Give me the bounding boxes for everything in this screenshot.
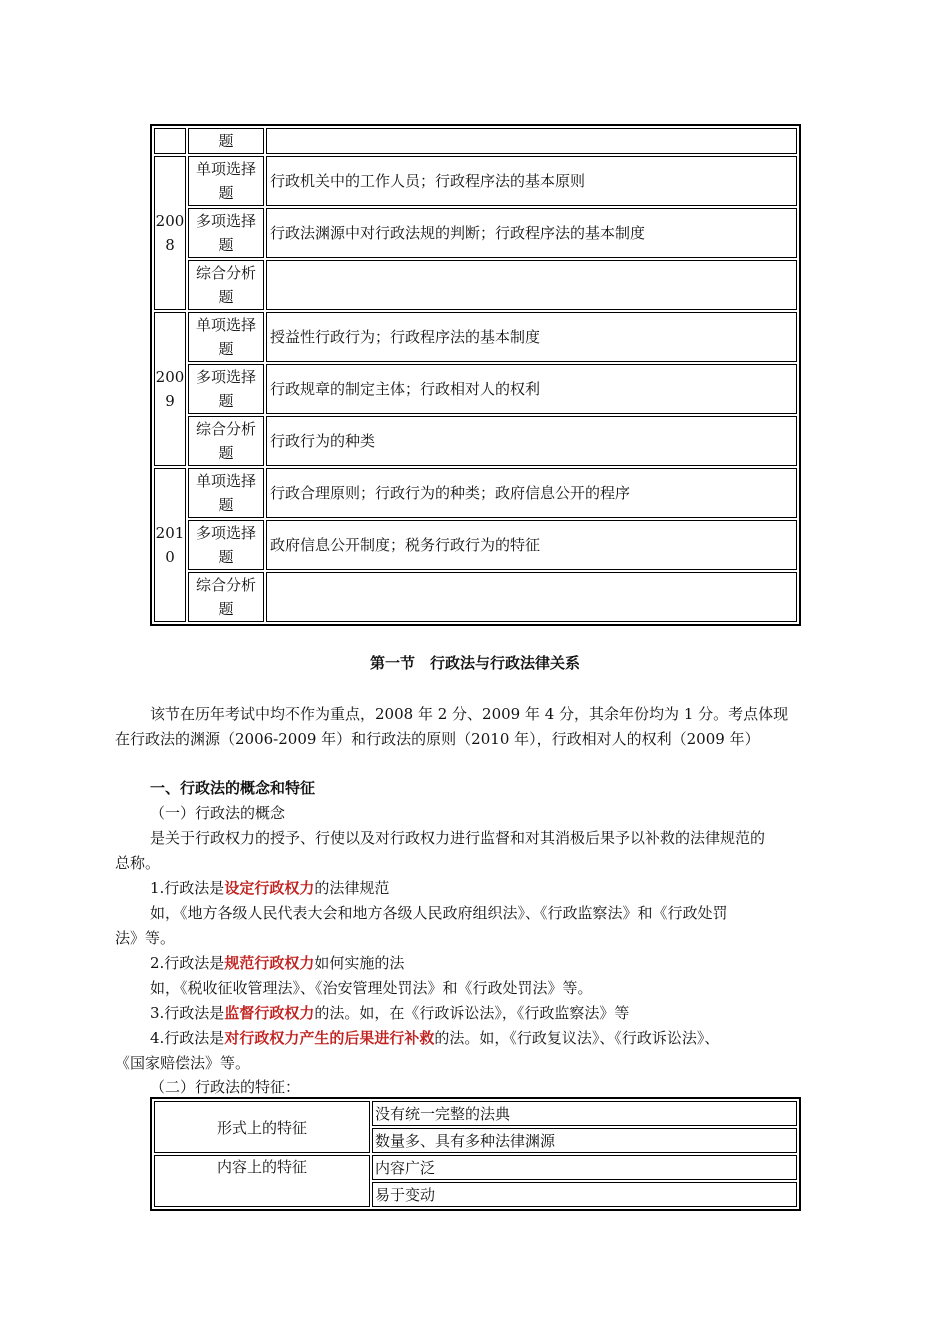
subheading-concept: （一）行政法的概念	[150, 804, 286, 822]
features-table	[150, 1097, 801, 1211]
table-row	[154, 208, 797, 258]
intro-line-1: 该节在历年考试中均不作为重点，2008 年 2 分、2009 年 4 分，其余年份均为 1 分。考点体现	[150, 705, 789, 723]
heading-concept-features: 一、行政法的概念和特征	[150, 779, 316, 797]
form-feature-item: 数量多、具有多种法律渊源	[372, 1128, 797, 1153]
table-row	[154, 1101, 797, 1126]
year-cell	[154, 128, 186, 154]
exam-topics-table	[150, 124, 801, 626]
question-type-cell: 单项选择 题	[188, 312, 264, 362]
year-cell: 201 0	[154, 468, 186, 622]
table-row	[154, 572, 797, 622]
item-1-example-line-2: 法》等。	[115, 929, 176, 947]
intro-line-2: 在行政法的渊源（2006-2009 年）和行政法的原则（2010 年），行政相对人的权利（2009 年）	[115, 730, 760, 748]
content-cell: 行政法渊源中对行政法规的判断；行政程序法的基本制度	[266, 208, 797, 258]
question-type-cell: 多项选择 题	[188, 208, 264, 258]
question-type-cell: 单项选择 题	[188, 156, 264, 206]
question-type-cell: 多项选择 题	[188, 520, 264, 570]
item-1: 1.行政法是设定行政权力的法律规范	[150, 879, 390, 897]
section-title: 第一节 行政法与行政法律关系	[369, 654, 580, 672]
table-row	[154, 1155, 797, 1180]
question-type-cell: 综合分析 题	[188, 416, 264, 466]
content-feature-item: 内容广泛	[372, 1155, 797, 1180]
year-cell: 200 9	[154, 312, 186, 466]
table-row	[154, 468, 797, 518]
table-row	[154, 520, 797, 570]
table-row	[154, 364, 797, 414]
table-row	[154, 416, 797, 466]
form-features-label: 形式上的特征	[154, 1101, 370, 1153]
item-4: 4.行政法是对行政权力产生的后果进行补救的法。如，《行政复议法》、《行政诉讼法》、	[150, 1029, 720, 1047]
content-cell	[266, 128, 797, 154]
item-2-example: 如，《税收征收管理法》、《治安管理处罚法》和《行政处罚法》等。	[150, 979, 593, 997]
content-cell: 行政合理原则；行政行为的种类；政府信息公开的程序	[266, 468, 797, 518]
content-cell: 授益性行政行为；行政程序法的基本制度	[266, 312, 797, 362]
content-features-label: 内容上的特征	[154, 1155, 370, 1207]
table-row	[154, 128, 797, 154]
question-type-cell: 多项选择 题	[188, 364, 264, 414]
content-cell: 行政机关中的工作人员；行政程序法的基本原则	[266, 156, 797, 206]
question-type-cell: 综合分析 题	[188, 260, 264, 310]
year-cell: 200 8	[154, 156, 186, 310]
table-row	[154, 312, 797, 362]
item-1-example-line-1: 如，《地方各级人民代表大会和地方各级人民政府组织法》、《行政监察法》和《行政处罚	[150, 904, 728, 922]
definition-line-2: 总称。	[115, 854, 161, 872]
item-2: 2.行政法是规范行政权力如何实施的法	[150, 954, 405, 972]
question-type-cell: 单项选择 题	[188, 468, 264, 518]
table-row	[154, 156, 797, 206]
question-type-cell: 综合分析 题	[188, 572, 264, 622]
definition-line-1: 是关于行政权力的授予、行使以及对行政权力进行监督和对其消极后果予以补救的法律规范的	[150, 829, 766, 847]
table-row	[154, 260, 797, 310]
form-feature-item: 没有统一完整的法典	[372, 1101, 797, 1126]
item-4-example: 《国家赔偿法》等。	[115, 1054, 251, 1072]
content-feature-item: 易于变动	[372, 1182, 797, 1207]
content-cell	[266, 572, 797, 622]
item-3: 3.行政法是监督行政权力的法。如，在《行政诉讼法》，《行政监察法》等	[150, 1004, 630, 1022]
content-cell: 行政规章的制定主体；行政相对人的权利	[266, 364, 797, 414]
subheading-features: （二）行政法的特征：	[150, 1078, 301, 1096]
question-type-cell: 题	[188, 128, 264, 154]
content-cell: 政府信息公开制度；税务行政行为的特征	[266, 520, 797, 570]
content-cell: 行政行为的种类	[266, 416, 797, 466]
content-cell	[266, 260, 797, 310]
